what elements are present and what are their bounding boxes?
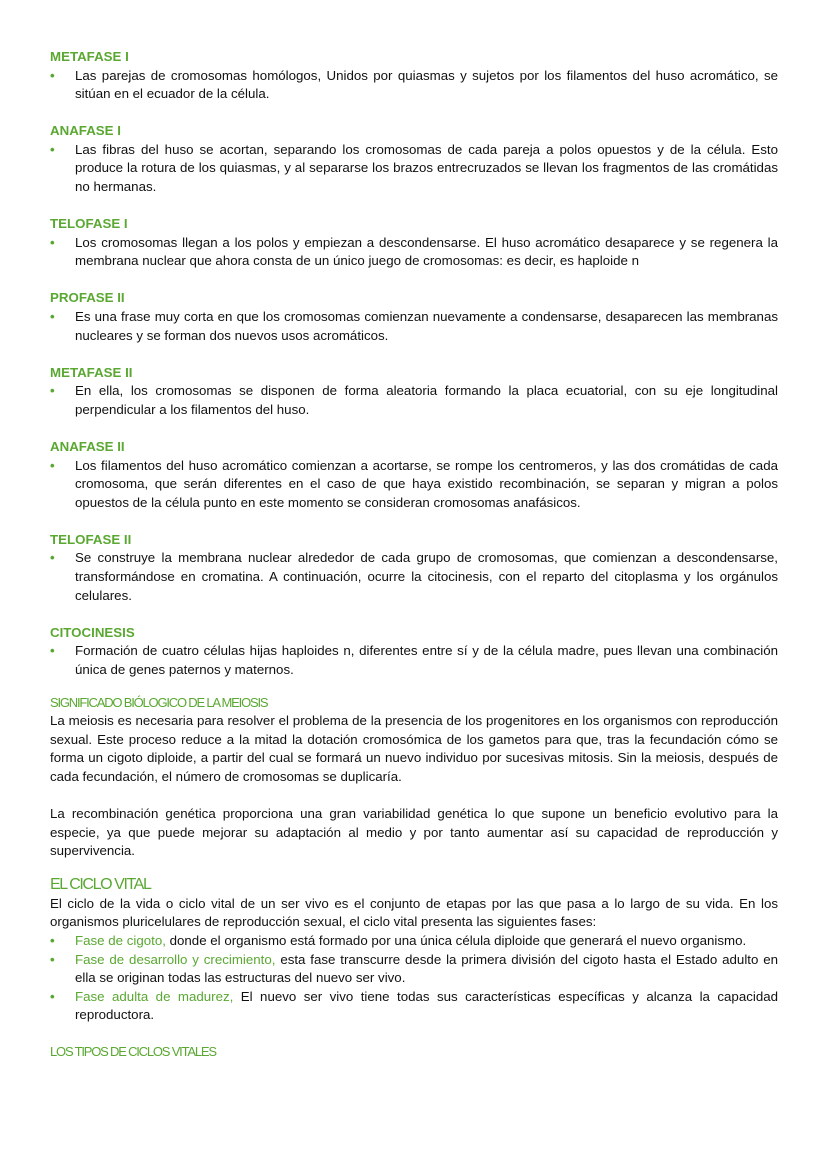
list-item: [50, 932, 778, 951]
bullet-icon: •: [50, 932, 55, 948]
paragraph: El ciclo de la vida o ciclo vital de un ser vivo es el conjunto de etapas por las que pasa a lo largo de su vida. En los organismos pluricelulares de reproducción sexual, el ciclo vital presenta las siguientes fases:: [50, 895, 778, 930]
list-item: [50, 141, 778, 197]
phase-section: [50, 215, 778, 271]
phase-title: TELOFASE II: [50, 531, 132, 547]
bullet-icon: •: [50, 988, 55, 1004]
section-heading-ciclo-vital: EL CICLO VITAL: [50, 875, 151, 893]
phase-text: Los cromosomas llegan a los polos y empiezan a descondensarse. El huso acromático desaparece y se regenera la membrana nuclear que ahora consta de un único juego de cromosomas: es decir, es haploide n: [75, 234, 778, 269]
list-item: [50, 67, 778, 104]
phase-title: METAFASE I: [50, 49, 129, 64]
list-item: [50, 382, 778, 419]
bullet-icon: •: [50, 383, 55, 399]
paragraph: La meiosis es necesaria para resolver el problema de la presencia de los progenitores en los organismos con reproducción sexual. Este proceso reduce a la mitad la dotación cromosómica de los gametos para que, tras la fecundación cómo se forma un cigoto diploide, a partir del cual se formará un nuevo individuo por sucesivas mitosis. Sin la meiosis, después de cada fecundación, el número de cromosomas se duplicaría.: [50, 713, 778, 784]
list-item-text: donde el organismo está formado por una única célula diploide que generará el nuevo organismo.: [165, 932, 747, 948]
phase-title: ANAFASE II: [50, 439, 125, 454]
phase-text: En ella, los cromosomas se disponen de forma aleatoria formando la placa ecuatorial, con su eje longitudinal perpendicular a los filamentos del huso.: [75, 383, 778, 417]
list-item: [50, 234, 778, 271]
list-item: [50, 642, 778, 679]
phase-text: Es una frase muy corta en que los cromosomas comienzan nuevamente a condensarse, desaparecen las membranas nucleares y se forman dos nuevos usos acromáticos.: [75, 309, 778, 343]
bullet-icon: •: [50, 141, 55, 157]
bullet-icon: •: [50, 234, 55, 250]
bullet-icon: •: [50, 951, 55, 967]
bullet-icon: •: [50, 643, 55, 659]
document-page: [50, 48, 778, 1062]
list-item-text: El nuevo ser vivo tiene todas sus características específicas y alcanza la capacidad reproductora.: [75, 988, 779, 1023]
phase-title: ANAFASE I: [50, 123, 121, 139]
phase-section: [50, 364, 778, 420]
phase-title: TELOFASE I: [50, 216, 128, 232]
bullet-icon: •: [50, 67, 55, 83]
phase-title: PROFASE II: [50, 290, 125, 306]
bullet-icon: •: [50, 550, 55, 566]
list-item: [50, 457, 778, 513]
list-item: [50, 951, 778, 988]
list-item-text: esta fase transcurre desde la primera división del cigoto hasta el Estado adulto en ella se originan todas las estructuras del nuevo ser vivo.: [75, 951, 778, 986]
phase-section: [50, 122, 778, 196]
phase-section: [50, 48, 778, 104]
list-item-label: Fase adulta de madurez,: [75, 988, 234, 1004]
phase-section: [50, 624, 778, 680]
bullet-icon: •: [50, 457, 55, 473]
phase-text: Las parejas de cromosomas homólogos, Unidos por quiasmas y sujetos por los filamentos del huso acromático, se sitúan en el ecuador de la célula.: [75, 67, 778, 102]
phase-text: Formación de cuatro células hijas haploides n, diferentes entre sí y de la célula madre, pues llevan una combinación única de genes paternos y maternos.: [75, 643, 778, 677]
list-item-label: Fase de desarrollo y crecimiento,: [75, 951, 276, 967]
list-item-label: Fase de cigoto,: [75, 932, 166, 948]
phase-section: [50, 531, 778, 605]
phase-text: Las fibras del huso se acortan, separando los cromosomas de cada pareja a polos opuestos y de la célula. Esto produce la rotura de los quiasmas, y al separarse los brazos entrecruzados se llevan los fragmentos de las cromátidas no hermanas.: [75, 141, 778, 195]
phase-text: Los filamentos del huso acromático comienzan a acortarse, se rompe los centromeros, y las dos cromátidas de cada cromosoma, que serán diferentes en el caso de que haya existido recombinación, se separan y migran a polos opuestos de la célula punto en este momento se consideran cromosomas anafásicos.: [75, 457, 778, 510]
list-item: [50, 549, 778, 605]
phase-title: CITOCINESIS: [50, 624, 135, 640]
section-heading-significado: SIGNIFICADO BIÓLOGICO DE LA MEIOSIS: [50, 694, 268, 710]
list-item-content: [75, 988, 778, 1025]
phase-title: METAFASE II: [50, 364, 133, 380]
list-item: [50, 988, 778, 1025]
list-item-content: [75, 932, 778, 951]
section-heading-tipos: LOS TIPOS DE CICLOS VITALES: [50, 1043, 216, 1059]
list-item-content: [75, 951, 778, 988]
phase-text: Se construye la membrana nuclear alrededor de cada grupo de cromosomas, que comienzan a descondensarse, transformándose en cromatina. A continuación, ocurre la citocinesis, con el reparto del citoplasma y los orgánulos celulares.: [75, 550, 778, 603]
phase-section: [50, 438, 778, 512]
paragraph: La recombinación genética proporciona una gran variabilidad genética lo que supone un beneficio evolutivo para la especie, ya que puede mejorar su adaptación al medio y por tanto aumentar así su capacidad de reproducción y supervivencia.: [50, 806, 778, 859]
phase-section: [50, 289, 778, 345]
list-item: [50, 308, 778, 345]
bullet-icon: •: [50, 309, 55, 325]
